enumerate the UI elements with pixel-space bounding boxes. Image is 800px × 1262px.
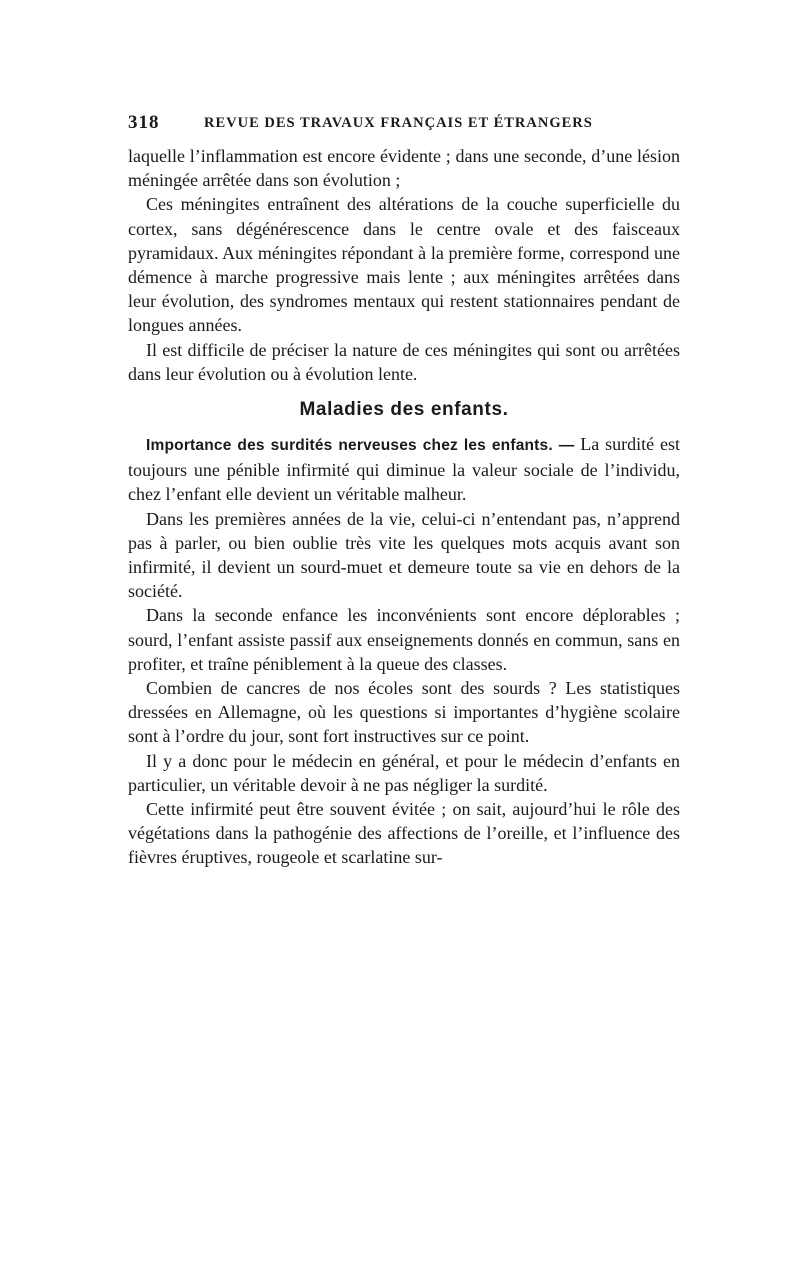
running-title: REVUE DES TRAVAUX FRANÇAIS ET ÉTRANGERS [204,115,593,131]
paragraph-4 [128,432,680,507]
paragraph-2: Ces méningites entraînent des altérations de la couche superficielle du cortex, sans dégénérescence dans le centre ovale et des faisceaux pyramidaux. Aux méningites répondant à la première forme, correspond une démence à marche progressive mais lente ; aux méningites arrêtées dans leur évolution, des syndromes mentaux qui restent stationnaires pendant de longues années. [128,194,680,336]
section-title: Maladies des enfants. [299,399,509,421]
running-header [128,112,680,140]
paragraph-4-text: La surdité est toujours une pénible infirmité qui diminue la valeur sociale de l’individu, chez l’enfant elle devient un véritable malheur. [128,434,680,505]
paragraph-8: Il y a donc pour le médecin en général, et pour le médecin d’enfants en particulier, un véritable devoir à ne pas négliger la surdité. [128,750,680,795]
paragraph-3: Il est difficile de préciser la nature de ces méningites qui sont ou arrêtées dans leur évolution ou à évolution lente. [128,339,680,384]
paragraph-1: laquelle l’inflammation est encore évidente ; dans une seconde, d’une lésion méningée arrêtée dans son évolution ; [128,146,680,191]
page-number: 318 [128,112,160,133]
paragraph-5: Dans les premières années de la vie, celui-ci n’entendant pas, n’apprend pas à parler, ou bien oublie très vite les quelques mots acquis avant son infirmité, il devient un sourd-muet et demeure toute sa vie en dehors de la société. [128,508,680,602]
subsection-title: Importance des surdités nerveuses chez les enfants. — [146,437,575,455]
document-page [128,112,680,870]
paragraph-6: Dans la seconde enfance les inconvénients sont encore déplorables ; sourd, l’enfant assiste passif aux enseignements donnés en commun, sans en profiter, et traîne péniblement à la queue des classes. [128,605,680,674]
paragraph-7: Combien de cancres de nos écoles sont des sourds ? Les statistiques dressées en Allemagne, où les questions si importantes d’hygiène scolaire sont à l’ordre du jour, sont fort instructives sur ce point. [128,678,680,747]
paragraph-9: Cette infirmité peut être souvent évitée ; on sait, aujourd’hui le rôle des végétations dans la pathogénie des affections de l’oreille, et l’influence des fièvres éruptives, rougeole et scarlatine sur- [128,799,680,868]
